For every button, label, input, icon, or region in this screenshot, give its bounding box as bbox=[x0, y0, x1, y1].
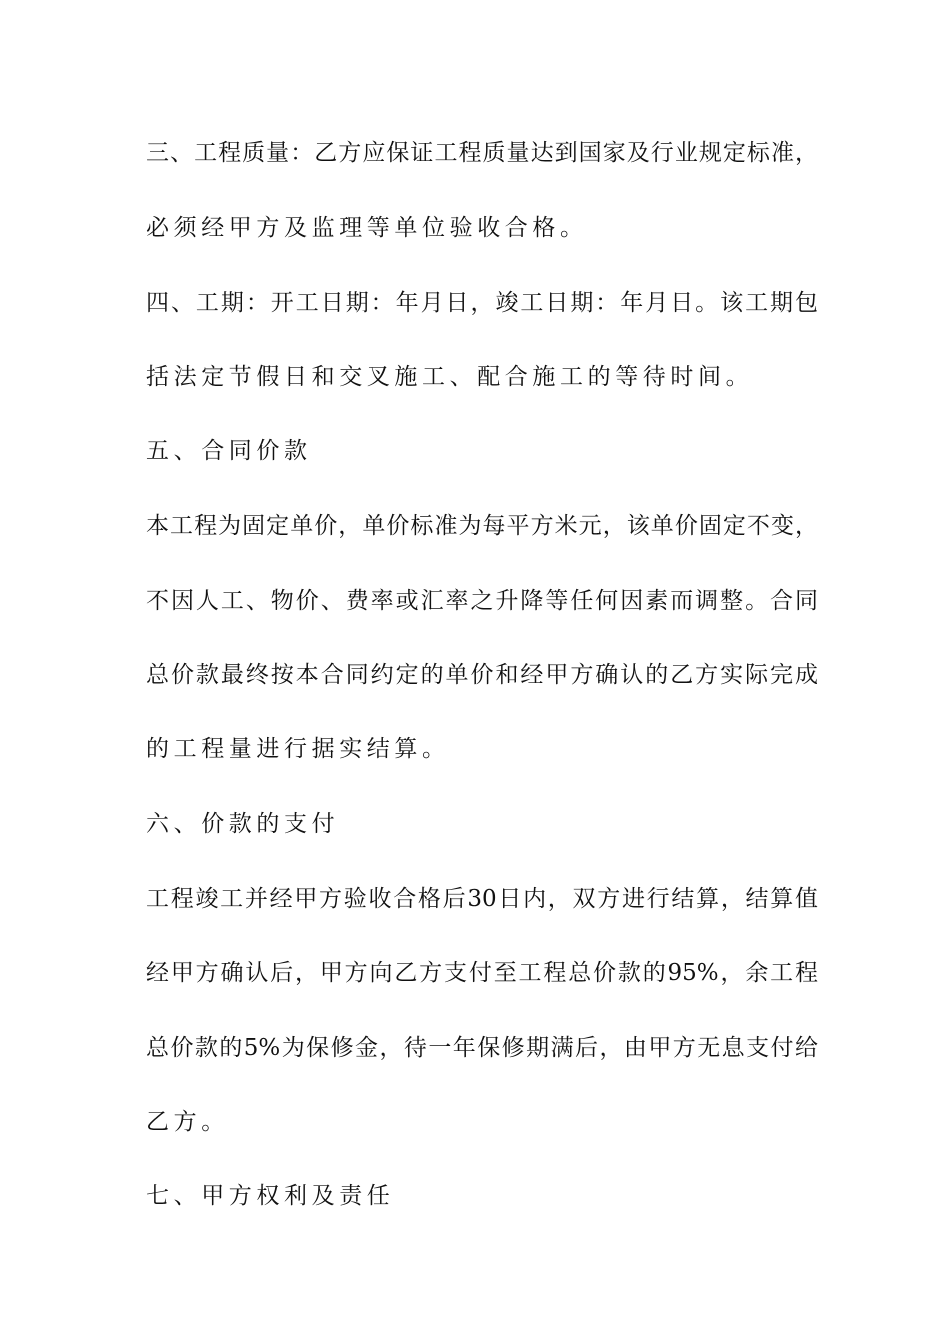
text-line: 四、工期：开工日期：年月日，竣工日期：年月日。该工期包 bbox=[146, 290, 818, 316]
text-line: 必须经甲方及监理等单位验收合格。 bbox=[146, 215, 588, 241]
text-line: 的工程量进行据实结算。 bbox=[146, 736, 450, 762]
text-line: 工程竣工并经甲方验收合格后30日内，双方进行结算，结算值 bbox=[146, 886, 818, 912]
text-line: 不因人工、物价、费率或汇率之升降等任何因素而调整。合同 bbox=[146, 588, 818, 614]
section-heading: 六、价款的支付 bbox=[146, 811, 340, 837]
text-line: 总价款的5%为保修金，待一年保修期满后，由甲方无息支付给 bbox=[146, 1035, 818, 1061]
text-line: 括法定节假日和交叉施工、配合施工的等待时间。 bbox=[146, 364, 754, 390]
text-line: 经甲方确认后，甲方向乙方支付至工程总价款的95%，余工程 bbox=[146, 960, 818, 986]
section-heading: 七、甲方权利及责任 bbox=[146, 1183, 395, 1209]
text-line: 三、工程质量：乙方应保证工程质量达到国家及行业规定标准， bbox=[146, 140, 818, 166]
section-heading: 五、合同价款 bbox=[146, 438, 312, 464]
text-line: 本工程为固定单价，单价标准为每平方米元，该单价固定不变， bbox=[146, 513, 818, 539]
text-line: 乙方。 bbox=[146, 1109, 229, 1135]
text-line: 总价款最终按本合同约定的单价和经甲方确认的乙方实际完成 bbox=[146, 662, 818, 688]
